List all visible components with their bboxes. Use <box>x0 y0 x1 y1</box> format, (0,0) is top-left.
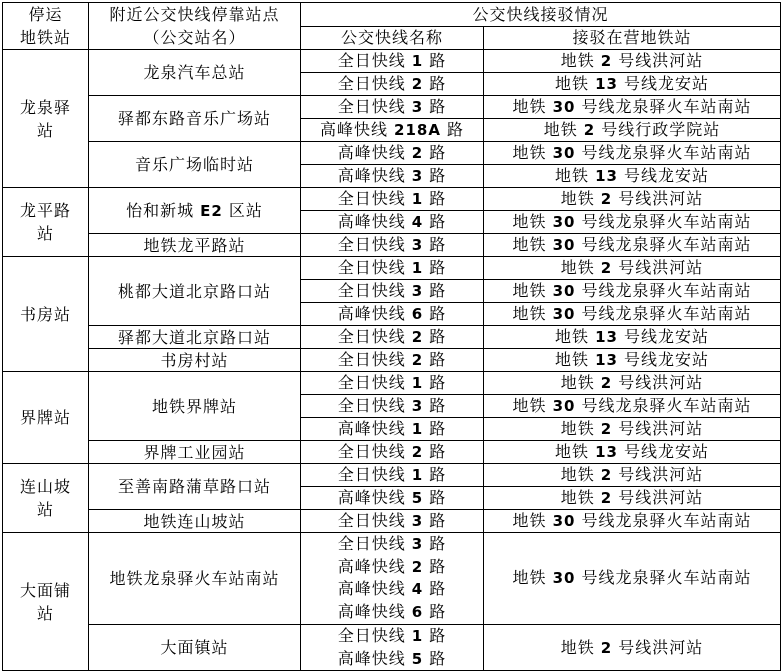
connecting-station-cell: 地铁 30 号线龙泉驿火车站南站 <box>484 142 781 165</box>
route-name: 全日快线 1 路 <box>337 625 447 645</box>
route-name-cell: 高峰快线 5 路 <box>301 487 484 510</box>
connecting-station-cell: 地铁 30 号线龙泉驿火车站南站 <box>484 395 781 418</box>
header-route-name: 公交快线名称 <box>301 26 484 50</box>
connecting-station-cell: 地铁 2 号线洪河站 <box>484 487 781 510</box>
suspended-station-name-suffix: 站 <box>36 224 54 243</box>
suspended-station-cell <box>3 464 89 533</box>
suspended-station-cell <box>3 257 89 372</box>
table-row <box>3 349 781 372</box>
connecting-station-cell: 地铁 2 号线洪河站 <box>484 624 781 670</box>
table-row <box>3 441 781 464</box>
header-connecting-station: 接驳在营地铁站 <box>484 26 781 50</box>
table-row <box>3 533 781 556</box>
connecting-station-cell: 地铁 13 号线龙安站 <box>484 326 781 349</box>
table-row <box>3 142 781 165</box>
bus-stop-cell: 地铁连山坡站 <box>89 510 301 533</box>
connecting-station-cell: 地铁 2 号线洪河站 <box>484 418 781 441</box>
connecting-station-cell: 地铁 30 号线龙泉驿火车站南站 <box>484 303 781 326</box>
bus-stop-cell: 地铁龙泉驿火车站南站 <box>89 533 301 625</box>
header-nearby-stop-line2: （公交站名） <box>143 28 246 47</box>
connecting-station-cell: 地铁 13 号线龙安站 <box>484 165 781 188</box>
bus-stop-cell: 大面镇站 <box>89 624 301 670</box>
header-suspended-station <box>3 3 89 50</box>
table-row <box>3 96 781 119</box>
bus-stop-cell: 桃都大道北京路口站 <box>89 257 301 326</box>
suspended-station-name: 龙泉驿 <box>19 97 71 117</box>
bus-stop-cell: 书房村站 <box>89 349 301 372</box>
route-name-cell: 全日快线 2 路 <box>301 73 484 96</box>
bus-stop-cell: 怡和新城 E2 区站 <box>89 188 301 234</box>
route-name-cell: 全日快线 2 路 <box>301 349 484 372</box>
connecting-station-cell: 地铁 30 号线龙泉驿火车站南站 <box>484 510 781 533</box>
route-name-cell: 高峰快线 4 路 <box>301 211 484 234</box>
route-name-cell: 全日快线 2 路 <box>301 441 484 464</box>
suspended-station-name: 界牌站 <box>19 408 71 427</box>
suspended-station-cell <box>3 50 89 188</box>
connecting-station-cell: 地铁 30 号线龙泉驿火车站南站 <box>484 234 781 257</box>
route-name: 高峰快线 6 路 <box>337 602 447 622</box>
bus-stop-cell: 地铁界牌站 <box>89 372 301 441</box>
table-body <box>3 50 781 671</box>
suspended-station-name: 大面铺 <box>19 580 71 600</box>
table-row <box>3 257 781 280</box>
suspended-station-name: 龙平路 <box>19 201 71 220</box>
header-nearby-stop-line1: 附近公交快线停靠站点 <box>109 5 280 24</box>
suspended-station-name: 连山坡 <box>19 477 71 496</box>
connecting-station-cell: 地铁 2 号线洪河站 <box>484 50 781 73</box>
connecting-station-cell: 地铁 2 号线洪河站 <box>484 188 781 211</box>
connecting-station-cell: 地铁 2 号线行政学院站 <box>484 119 781 142</box>
route-name-cell: 全日快线 1 路 <box>301 372 484 395</box>
suspended-station-cell <box>3 188 89 257</box>
table-row <box>3 50 781 73</box>
route-name-cell: 全日快线 2 路 <box>301 326 484 349</box>
route-name-cell: 全日快线 1 路 <box>301 188 484 211</box>
table-row <box>3 624 781 647</box>
bus-stop-cell: 驿都东路音乐广场站 <box>89 96 301 142</box>
route-name-cell: 全日快线 3 路 <box>301 395 484 418</box>
route-name-cell: 全日快线 3 路 <box>301 280 484 303</box>
header-connection-info: 公交快线接驳情况 <box>301 3 781 27</box>
suspended-station-cell <box>3 533 89 671</box>
route-name-cell: 高峰快线 218A 路 <box>301 119 484 142</box>
transit-connection-table <box>2 2 781 671</box>
bus-stop-cell: 至善南路蒲草路口站 <box>89 464 301 510</box>
route-name-cell: 全日快线 3 路 <box>301 234 484 257</box>
route-name-cell <box>301 533 484 625</box>
route-name-cell: 全日快线 3 路 <box>301 96 484 119</box>
header-suspended-station-line1: 停运 <box>28 5 63 24</box>
suspended-station-name: 书房站 <box>19 304 71 324</box>
header-nearby-stop <box>89 3 301 50</box>
table-row <box>3 464 781 487</box>
table-row <box>3 326 781 349</box>
connecting-station-cell: 地铁 2 号线洪河站 <box>484 372 781 395</box>
suspended-station-name-suffix: 站 <box>36 500 54 519</box>
route-name-cell: 高峰快线 1 路 <box>301 418 484 441</box>
route-name-cell: 全日快线 3 路 <box>301 510 484 533</box>
route-name-cell: 高峰快线 3 路 <box>301 165 484 188</box>
table-row <box>3 188 781 211</box>
bus-stop-cell: 音乐广场临时站 <box>89 142 301 188</box>
header-suspended-station-line2: 地铁站 <box>19 28 71 47</box>
connecting-station-cell: 地铁 13 号线龙安站 <box>484 441 781 464</box>
suspended-station-cell <box>3 372 89 464</box>
connecting-station-cell: 地铁 2 号线洪河站 <box>484 257 781 280</box>
route-name-cell: 全日快线 1 路 <box>301 464 484 487</box>
suspended-station-name-suffix: 站 <box>36 603 54 623</box>
connecting-station-cell: 地铁 30 号线龙泉驿火车站南站 <box>484 280 781 303</box>
connecting-station-cell: 地铁 13 号线龙安站 <box>484 73 781 96</box>
route-name: 高峰快线 5 路 <box>337 648 447 668</box>
connecting-station-cell: 地铁 30 号线龙泉驿火车站南站 <box>484 96 781 119</box>
bus-stop-cell: 驿都大道北京路口站 <box>89 326 301 349</box>
bus-stop-cell: 界牌工业园站 <box>89 441 301 464</box>
route-name: 高峰快线 2 路 <box>337 556 447 576</box>
connecting-station-cell: 地铁 30 号线龙泉驿火车站南站 <box>484 211 781 234</box>
connecting-station-cell: 地铁 13 号线龙安站 <box>484 349 781 372</box>
bus-stop-cell: 地铁龙平路站 <box>89 234 301 257</box>
route-name: 全日快线 3 路 <box>337 534 447 553</box>
connecting-station-cell: 地铁 30 号线龙泉驿火车站南站 <box>484 533 781 625</box>
suspended-station-name-suffix: 站 <box>36 120 54 140</box>
table-row <box>3 510 781 533</box>
route-name-cell: 高峰快线 2 路 <box>301 142 484 165</box>
table-row <box>3 372 781 395</box>
route-name-cell: 高峰快线 6 路 <box>301 303 484 326</box>
route-name: 高峰快线 4 路 <box>337 579 447 599</box>
route-name-cell: 全日快线 1 路 <box>301 50 484 73</box>
bus-stop-cell: 龙泉汽车总站 <box>89 50 301 96</box>
transit-connection-table-wrapper <box>2 2 781 671</box>
table-row <box>3 234 781 257</box>
connecting-station-cell: 地铁 2 号线洪河站 <box>484 464 781 487</box>
route-name-cell: 全日快线 1 路 <box>301 257 484 280</box>
